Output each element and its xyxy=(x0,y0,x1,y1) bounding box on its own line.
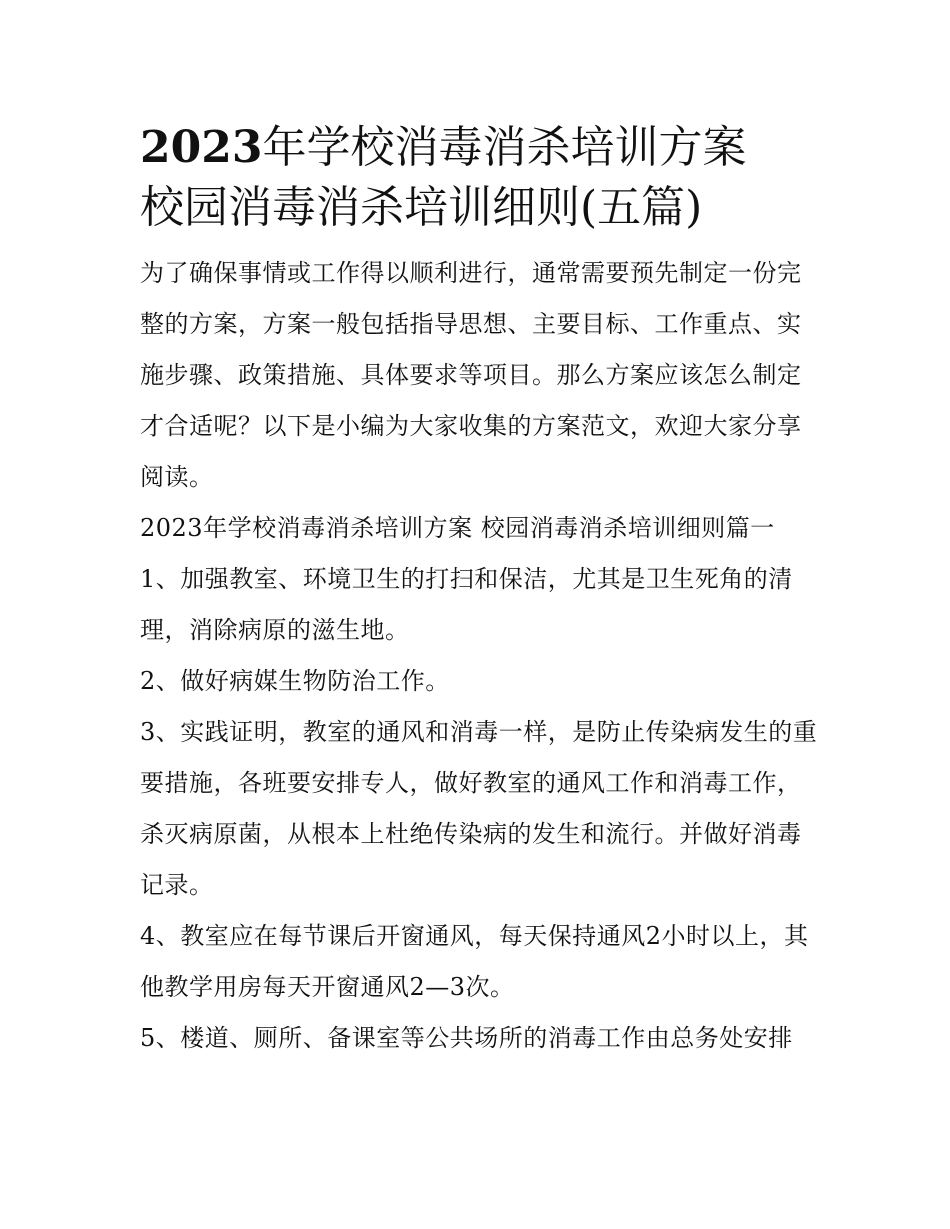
document-title xyxy=(140,118,820,238)
list-item-1: 1、加强教室、环境卫生的打扫和保洁，尤其是卫生死角的清理，消除病原的滋生地。 xyxy=(140,565,793,644)
title-year: 2023 xyxy=(140,122,263,173)
section-heading: 2023年学校消毒消杀培训方案 校园消毒消杀培训细则篇一 xyxy=(140,514,775,542)
list-item-4: 4、教室应在每节课后开窗通风，每天保持通风2小时以上，其他教学用房每天开窗通风2—3次。 xyxy=(140,922,809,1001)
intro-paragraph: 为了确保事情或工作得以顺利进行，通常需要预先制定一份完整的方案，方案一般包括指导思想、主要目标、工作重点、实施步骤、政策措施、具体要求等项目。那么方案应该怎么制定才合适呢？以下是小编为大家收集的方案范文，欢迎大家分享阅读。 xyxy=(140,259,802,491)
list-item-5: 5、楼道、厕所、备课室等公共场所的消毒工作由总务处安排 xyxy=(140,1024,793,1052)
title-line-1-text: 年学校消毒消杀培训方案 xyxy=(262,122,747,173)
title-line-1 xyxy=(140,118,820,178)
list-item-3: 3、实践证明，教室的通风和消毒一样，是防止传染病发生的重要措施，各班要安排专人，做好教室的通风工作和消毒工作，杀灭病原菌，从根本上杜绝传染病的发生和流行。并做好消毒记录。 xyxy=(140,718,818,899)
list-item-2: 2、做好病媒生物防治工作。 xyxy=(140,667,450,695)
document-body xyxy=(140,118,820,1064)
title-line-2: 校园消毒消杀培训细则(五篇) xyxy=(140,182,703,233)
